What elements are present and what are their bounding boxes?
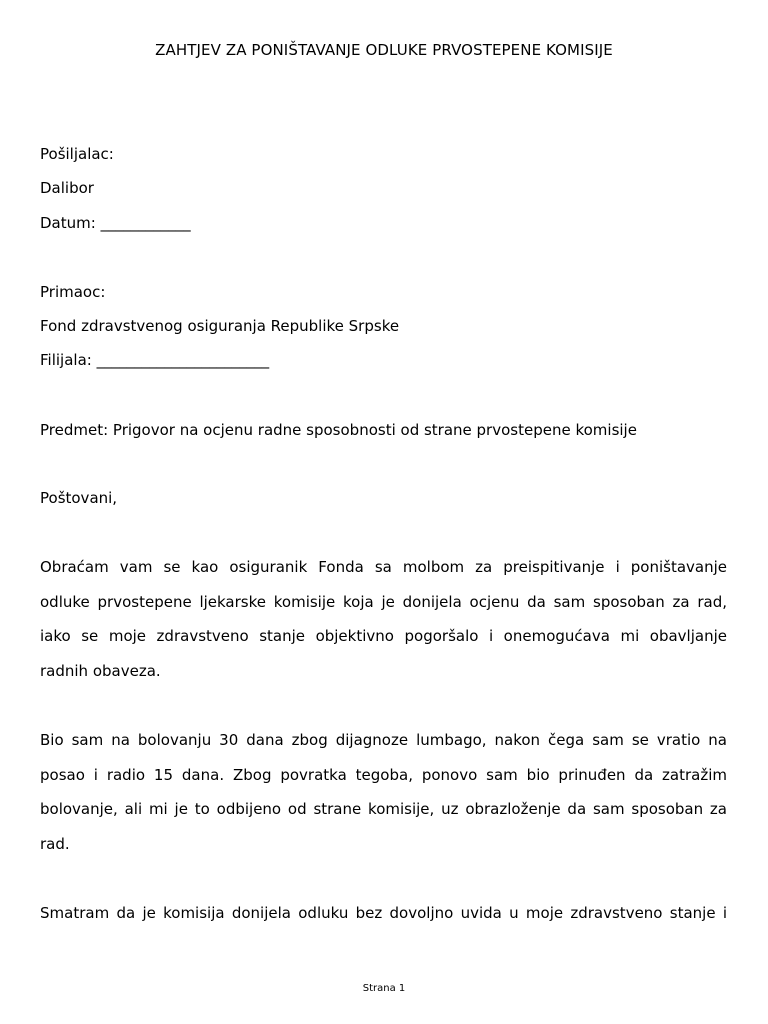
- body-paragraph: [40, 550, 727, 688]
- recipient-label: Primaoc:: [40, 283, 106, 301]
- body-paragraph: [40, 896, 727, 931]
- date-field: Datum: ____________: [40, 214, 191, 232]
- body-paragraph: [40, 723, 727, 861]
- paragraph-line: Bio sam na bolovanju 30 dana zbog dijagnoze lumbago, nakon čega sam se vratio na: [40, 731, 727, 749]
- paragraph-line: posao i radio 15 dana. Zbog povratka tegoba, ponovo sam bio prinuđen da zatražim: [40, 765, 727, 784]
- subject-line: Predmet: Prigovor na ocjenu radne sposobnosti od strane prvostepene komisije: [40, 421, 637, 439]
- page-number: Strana 1: [362, 983, 406, 994]
- document-title: ZAHTJEV ZA PONIŠTAVANJE ODLUKE PRVOSTEPENE KOMISIJE: [155, 41, 613, 59]
- paragraph-line: Smatram da je komisija donijela odluku bez dovoljno uvida u moje zdravstveno stanje i: [40, 904, 727, 922]
- paragraph-line: rad.: [40, 834, 70, 853]
- sender-label: Pošiljalac:: [40, 145, 114, 163]
- greeting: Poštovani,: [40, 489, 118, 507]
- recipient-name: Fond zdravstvenog osiguranja Republike Srpske: [40, 317, 400, 335]
- paragraph-line: Obraćam vam se kao osiguranik Fonda sa molbom za preispitivanje i poništavanje: [40, 558, 727, 576]
- paragraph-line: iako se moje zdravstveno stanje objektivno pogoršalo i onemogućava mi obavljanje: [40, 627, 727, 645]
- paragraph-line: bolovanje, ali mi je to odbijeno od strane komisije, uz obrazloženje da sam sposoban za: [40, 800, 727, 818]
- sender-name: Dalibor: [40, 179, 94, 197]
- branch-field: Filijala: _______________________: [40, 351, 270, 369]
- paragraph-line: radnih obaveza.: [40, 661, 161, 680]
- paragraph-line: odluke prvostepene ljekarske komisije koja je donijela ocjenu da sam sposoban za rad,: [40, 592, 727, 611]
